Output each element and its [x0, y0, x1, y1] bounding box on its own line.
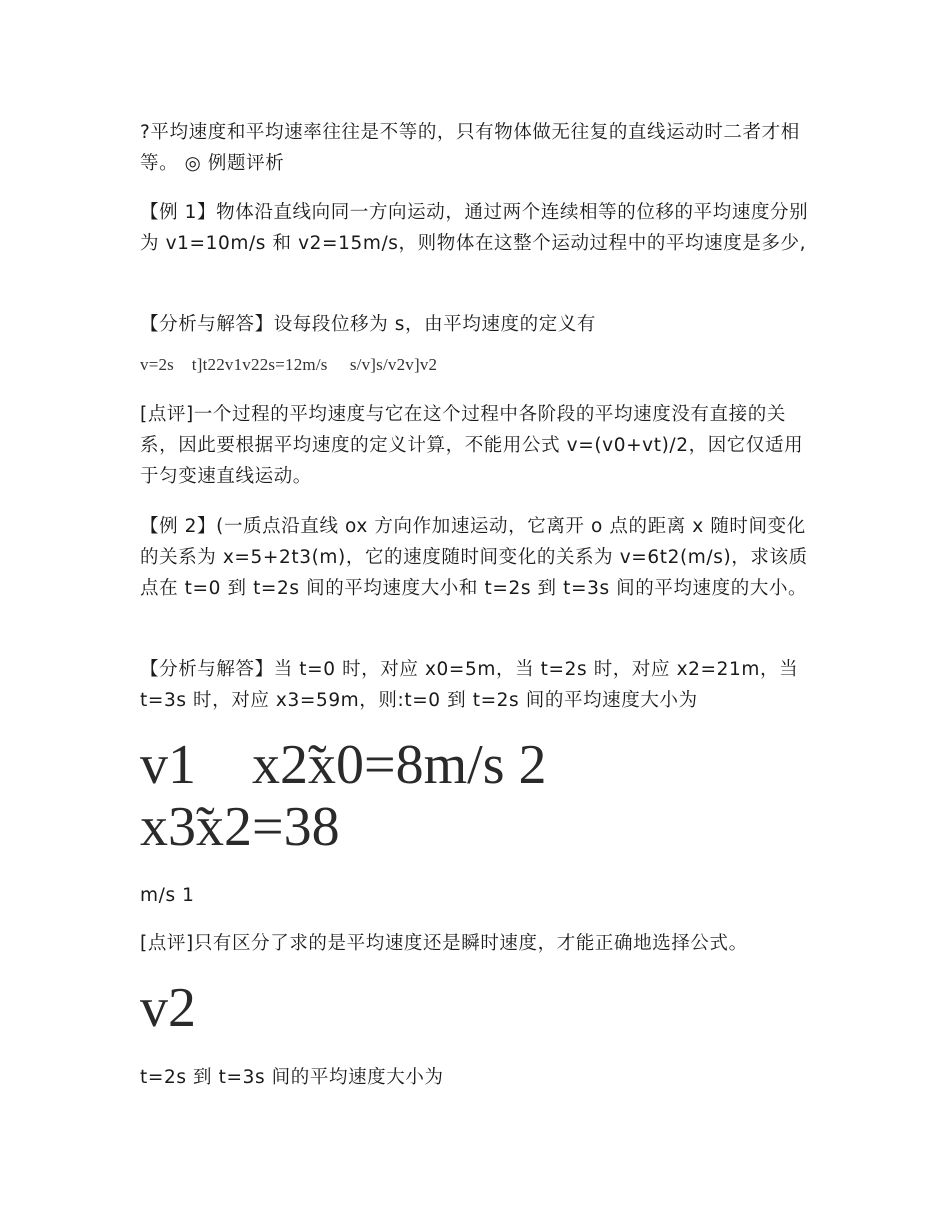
formula-v2: v2 — [140, 977, 196, 1039]
paragraph-comment-1: [点评]一个过程的平均速度与它在这个过程中各阶段的平均速度没有直接的关系，因此要根据平均速度的定义计算，不能用公式 v=(v0+vt)/2，因它仅适用于匀变速直线运动。 — [140, 404, 804, 487]
formula-x3-x2: x3̃x2=38 — [140, 796, 340, 858]
paragraph-example-1: 【例 1】物体沿直线向同一方向运动，通过两个连续相等的位移的平均速度分别为 v1=10m/s 和 v2=15m/s，则物体在这整个运动过程中的平均速度是多少, — [140, 202, 809, 254]
formula-v1: v1 x2̃x0=8m/s 2 — [140, 734, 547, 796]
formula-example-1: v=2s t]t22v1v22s=12m/s s/v]s/v2v]v2 — [140, 355, 438, 374]
paragraph-interval-2-3: t=2s 到 t=3s 间的平均速度大小为 — [140, 1067, 444, 1088]
paragraph-analysis-1: 【分析与解答】设每段位移为 s，由平均速度的定义有 — [140, 314, 597, 335]
paragraph-unit-line: m/s 1 — [140, 885, 195, 906]
paragraph-example-2: 【例 2】(一质点沿直线 ox 方向作加速运动，它离开 o 点的距离 x 随时间变化的关系为 x=5+2t3(m)，它的速度随时间变化的关系为 v=6t2(m/s)，求该质点在 t=0 到 t=2s 间的平均速度大小和 t=2s 到 t=3s 间的平均速度的大小。 — [140, 516, 808, 599]
paragraph-analysis-2: 【分析与解答】当 t=0 时，对应 x0=5m，当 t=2s 时，对应 x2=21m，当 t=3s 时，对应 x3=59m，则:t=0 到 t=2s 间的平均速度大小为 — [140, 659, 799, 711]
paragraph-comment-2: [点评]只有区分了求的是平均速度还是瞬时速度，才能正确地选择公式。 — [140, 933, 748, 954]
paragraph-average-speed-note: ?平均速度和平均速率往往是不等的，只有物体做无往复的直线运动时二者才相等。 ◎ 例题评析 — [140, 122, 800, 174]
